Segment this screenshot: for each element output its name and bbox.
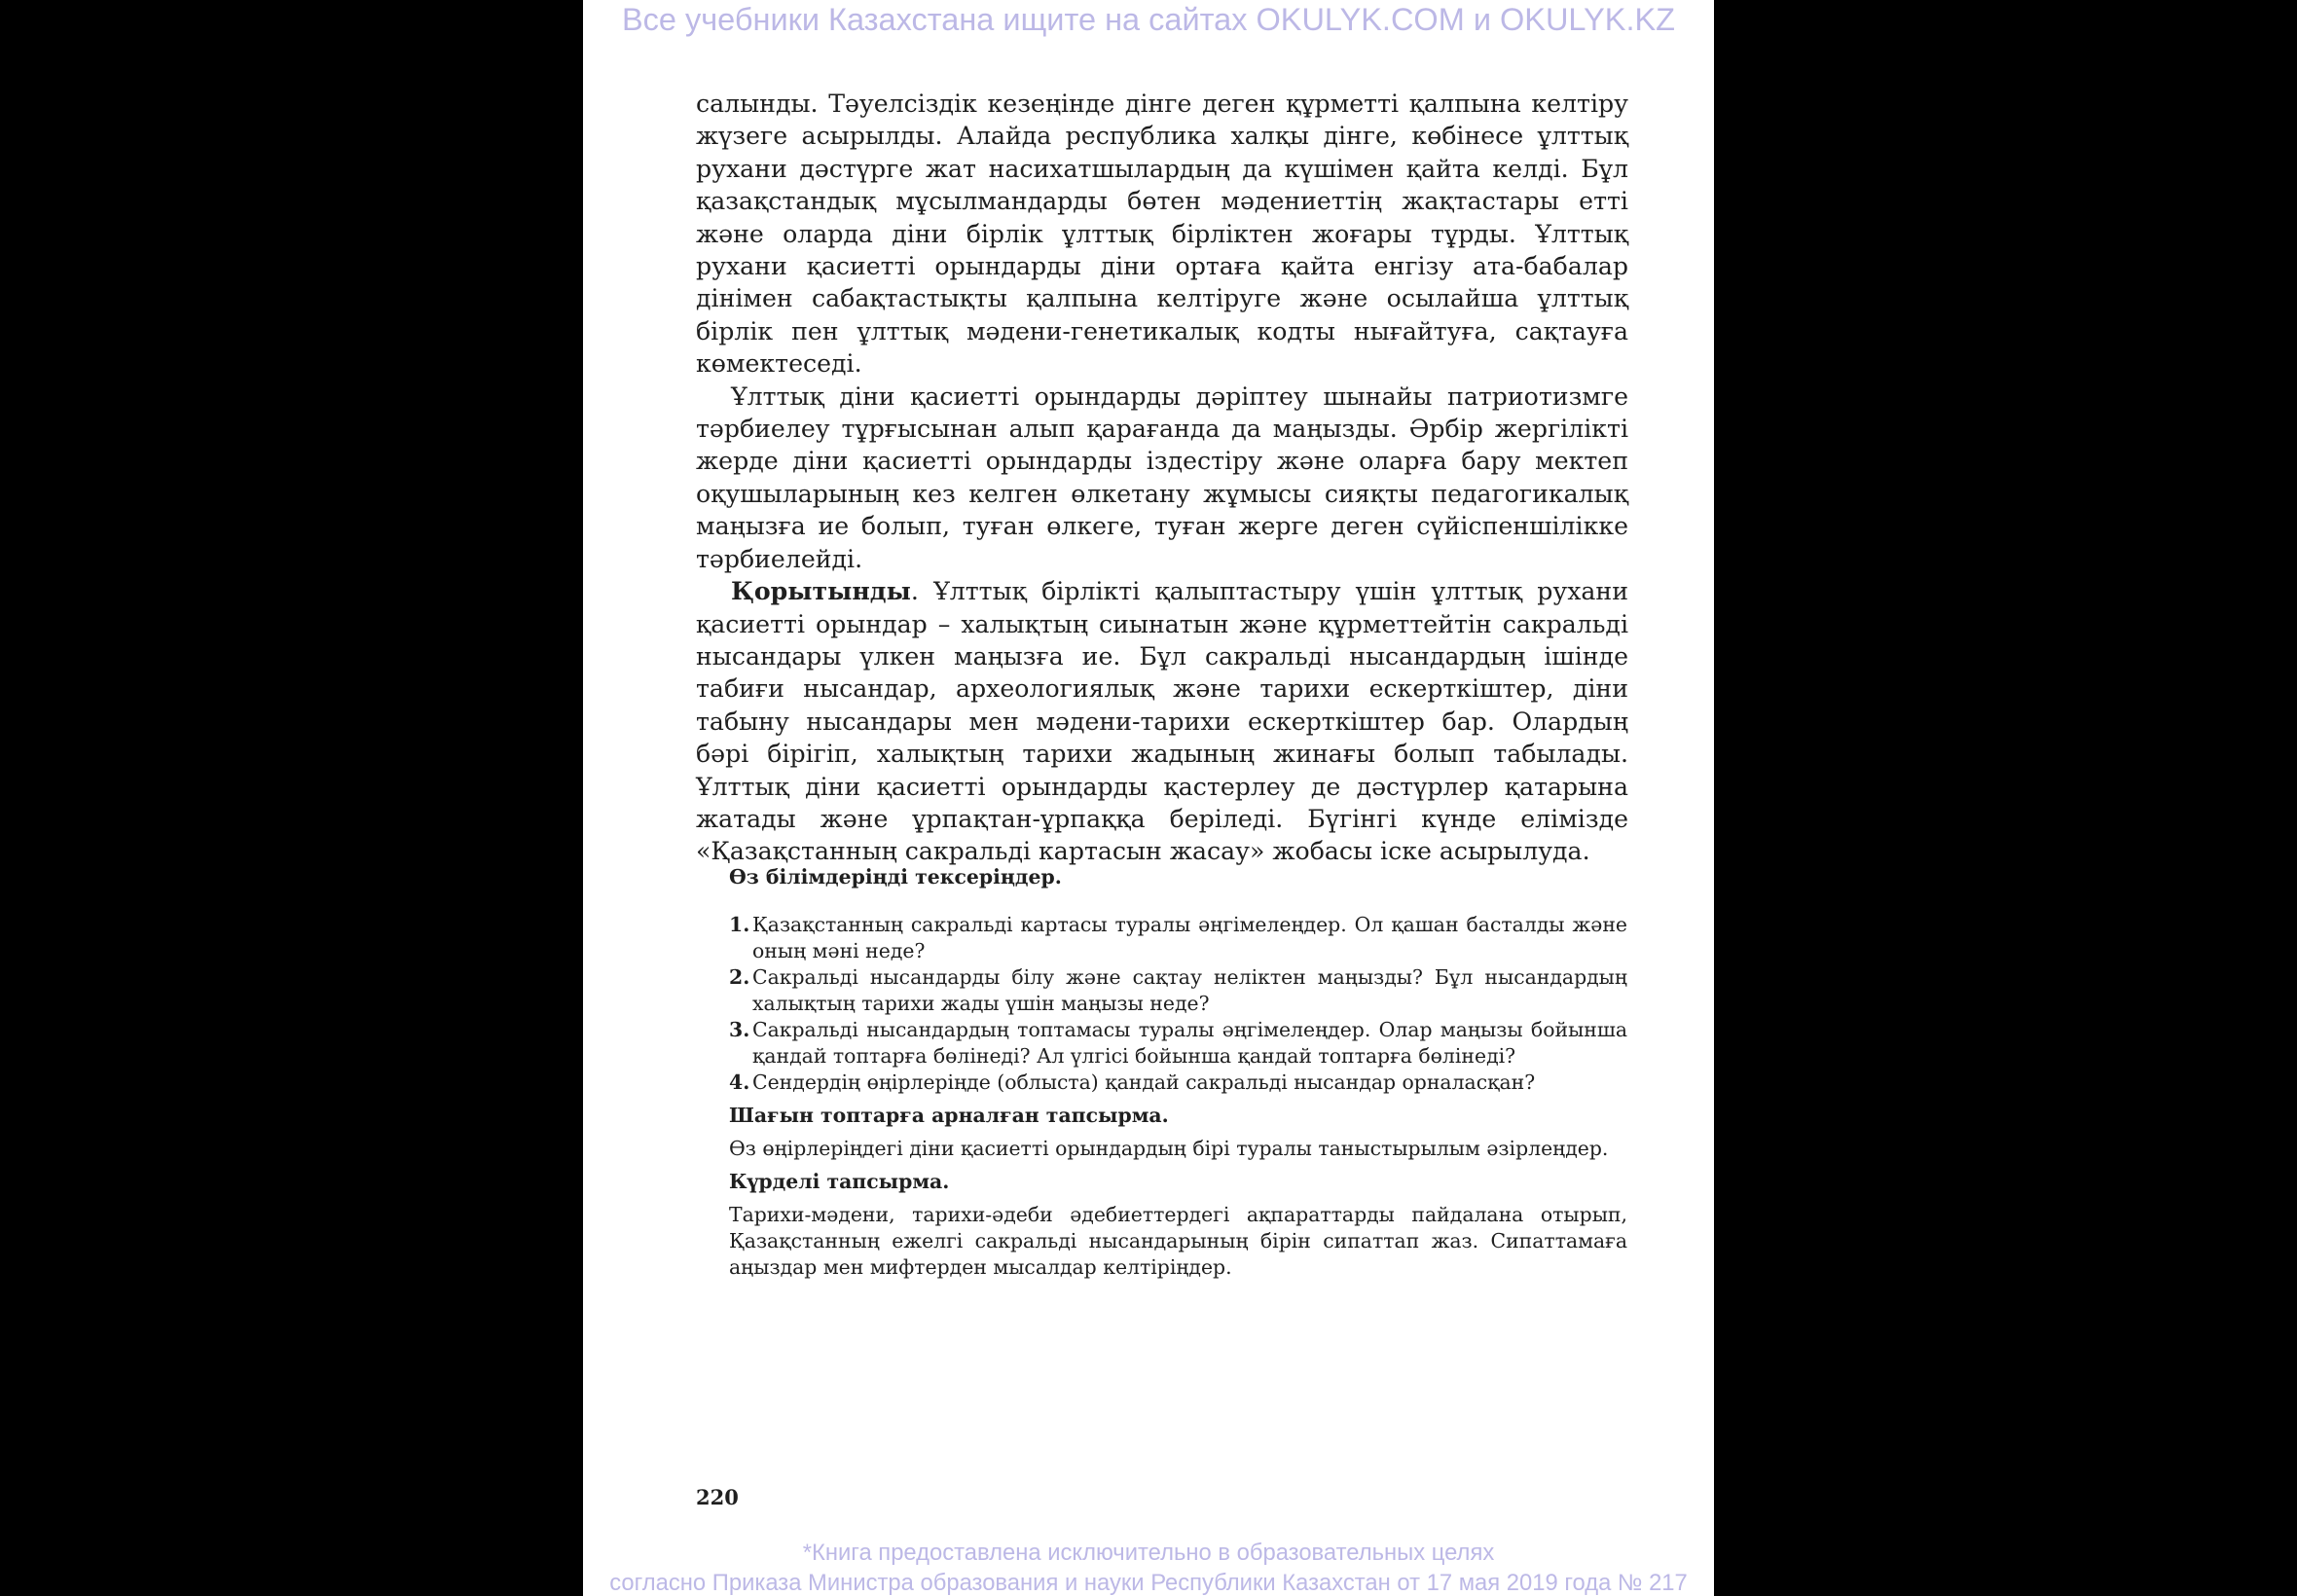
question-number: 2. (729, 965, 750, 989)
question-text: Сакральді нысандардың топтамасы туралы әңгімелеңдер. Олар маңызы бойынша қандай топтарға бөлінеді? Ал үлгісі бойынша қандай топтарға бөлінеді? (752, 1018, 1627, 1068)
question-list (729, 912, 1627, 1096)
body-text (696, 88, 1628, 868)
question-text: Қазақстанның сакральді картасы туралы әңгімелеңдер. Ол қашан басталды және оның мәні неде? (752, 913, 1627, 962)
question-number: 1. (729, 913, 750, 936)
paragraph-conclusion (696, 575, 1628, 868)
complex-task-text: Тарихи-мәдени, тарихи-әдеби әдебиеттердегі ақпараттарды пайдалана отырып, Қазақстанның ежелгі сакральді нысандарының бірін сипаттап жаз. Сипаттамаға аңыздар мен мифтерден мысалдар келтіріңдер. (729, 1203, 1627, 1279)
page-number: 220 (696, 1485, 739, 1509)
question-text: Сендердің өңірлеріңде (облыста) қандай сакральді нысандар орналасқан? (752, 1070, 1536, 1094)
group-task-heading: Шағын топтарға арналған тапсырма. (729, 1104, 1169, 1127)
question-item (729, 1070, 1627, 1096)
question-number: 4. (729, 1070, 750, 1094)
footer-line-2: согласно Приказа Министра образования и науки Республики Казахстан от 17 мая 2019 года № 217 (609, 1570, 1688, 1596)
document-page (583, 0, 1714, 1596)
question-item (729, 964, 1627, 1017)
paragraph-1: салынды. Тәуелсіздік кезеңінде дінге деген құрметті қалпына келтіру жүзеге асырылды. Алайда республика халқы дінге, көбінесе ұлттық рухани дәстүрге жат насихатшылардың да күшімен қайта келді. Бұл қазақстандық мұсылмандарды бөтен мәдениеттің жақтастары етті және оларда діни бірлік ұлттық бірліктен жоғары тұрды. Ұлттық рухани қасиетті орындарды діни ортаға қайта енгізу ата-бабалар дінімен сабақтастықты қалпына келтіруге және осылайша ұлттық бірлік пен ұлттық мәдени-генетикалық кодты нығайтуға, сақтауға көмектеседі. (696, 90, 1628, 379)
watermark-header: Все учебники Казахстана ищите на сайтах OKULYK.COM и OKULYK.KZ (621, 2, 1676, 37)
question-text: Сакральді нысандарды білу және сақтау неліктен маңызды? Бұл нысандардың халықтың тарихи жады үшін маңызы неде? (752, 965, 1627, 1015)
question-number: 3. (729, 1018, 750, 1041)
question-item (729, 1017, 1627, 1070)
complex-task-heading: Күрделі тапсырма. (729, 1170, 950, 1193)
conclusion-text: . Ұлттық бірлікті қалыптастыру үшін ұлттық рухани қасиетті орындар – халықтың сиынатын және құрметтейтін сакральді нысандары үлкен маңызға ие. Бұл сакральді нысандардың ішінде табиғи нысандар, археологиялық және тарихи ескерткіштер, діни табыну нысандары мен мәдени-тарихи ескерткіштер бар. Олардың бәрі бірігіп, халықтың тарихи жадының жинағы болып табылады. Ұлттық діни қасиетті орындарды қастерлеу де дәстүрлер қатарына жатады және ұрпақтан-ұрпаққа беріледі. Бүгінгі күнде елімізде «Қазақстанның сакральді картасын жасау» жобасы іске асырылуда. (696, 577, 1628, 866)
footer-notice (583, 1538, 1714, 1596)
self-check-section (729, 864, 1627, 1288)
paragraph-2: Ұлттық діни қасиетті орындарды дәріптеу шынайы патриотизмге тәрбиелеу тұрғысынан алып қарағанда да маңызды. Әрбір жергілікті жерде діни қасиетті орындарды іздестіру және оларға бару мектеп оқушыларының кез келген өлкетану жұмысы сияқты педагогикалық маңызға ие болып, туған өлкеге, туған жерге деген сүйіспеншілікке тәрбиелейді. (696, 381, 1628, 573)
question-item (729, 912, 1627, 964)
self-check-heading: Өз білімдеріңді тексеріңдер. (729, 865, 1062, 889)
conclusion-lead: Қорытынды (731, 576, 911, 606)
group-task-text: Өз өңірлеріңдегі діни қасиетті орындардың бірі туралы таныстырылым әзірлеңдер. (729, 1137, 1609, 1160)
footer-line-1: *Книга предоставлена исключительно в образовательных целях (802, 1540, 1495, 1566)
